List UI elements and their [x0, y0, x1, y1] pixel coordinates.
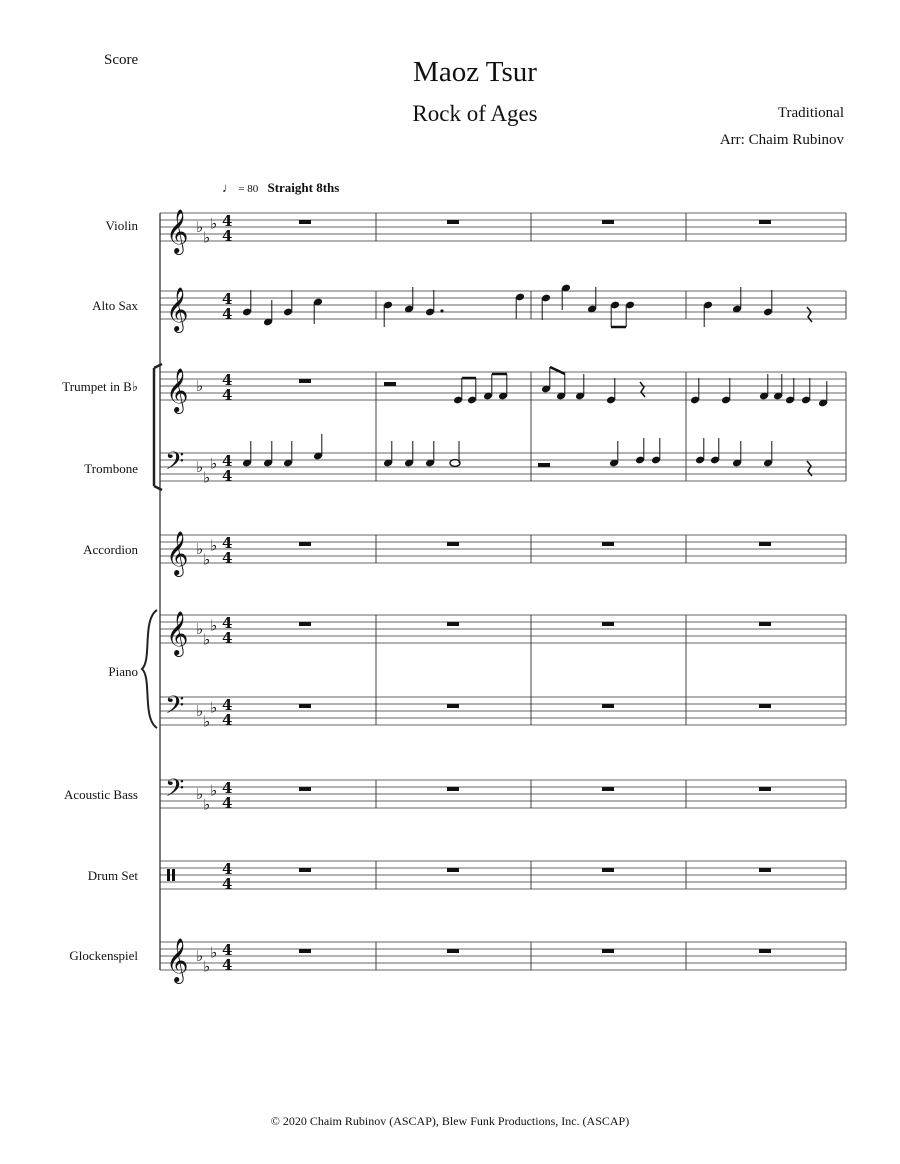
time-signature-top: 4 — [222, 212, 233, 230]
whole-rest — [299, 542, 311, 546]
bass-clef-icon: 𝄢 — [165, 774, 185, 809]
treble-clef-icon: 𝄞 — [166, 209, 189, 253]
time-signature-top: 4 — [222, 614, 233, 632]
time-signature-bottom: 4 — [222, 227, 233, 245]
time-signature-top: 4 — [222, 696, 233, 714]
flat-icon: ♭ — [196, 702, 204, 720]
half-rest — [538, 463, 550, 467]
whole-rest — [447, 949, 459, 953]
flat-icon: ♭ — [196, 540, 204, 558]
instrument-label-trumpet: Trumpet in B♭ — [62, 379, 138, 394]
whole-rest — [447, 704, 459, 708]
time-signature-bottom: 4 — [222, 305, 233, 323]
treble-clef-icon: 𝄞 — [166, 368, 189, 412]
time-signature-top: 4 — [222, 860, 233, 878]
time-signature-bottom: 4 — [222, 794, 233, 812]
whole-rest — [299, 704, 311, 708]
whole-rest — [602, 787, 614, 791]
flat-icon: ♭ — [203, 550, 211, 569]
staff-bracket — [154, 364, 162, 490]
flat-icon: ♭ — [203, 795, 211, 814]
tempo-value: = 80 — [238, 183, 259, 195]
whole-rest — [602, 949, 614, 953]
whole-rest — [299, 220, 311, 224]
whole-rest — [602, 542, 614, 546]
whole-rest — [602, 220, 614, 224]
flat-icon: ♭ — [210, 536, 218, 555]
flat-icon: ♭ — [210, 214, 218, 233]
composer-credit: Traditional — [777, 105, 844, 121]
instrument-label-trombone: Trombone — [84, 461, 138, 476]
quarter-rest — [807, 307, 812, 322]
whole-rest — [299, 949, 311, 953]
time-signature-bottom: 4 — [222, 629, 233, 647]
time-signature-bottom: 4 — [222, 549, 233, 567]
flat-icon: ♭ — [196, 785, 204, 803]
time-signature-top: 4 — [222, 371, 233, 389]
half-rest — [384, 382, 396, 386]
flat-icon: ♭ — [196, 377, 204, 395]
percussion-clef-icon — [167, 869, 170, 881]
flat-icon: ♭ — [196, 218, 204, 236]
instrument-label-piano: Piano — [108, 664, 138, 679]
treble-clef-icon: 𝄞 — [166, 531, 189, 575]
flat-icon: ♭ — [203, 957, 211, 976]
percussion-clef-icon — [172, 869, 175, 881]
instrument-label-drum-set: Drum Set — [87, 868, 138, 883]
piece-title: Maoz Tsur — [413, 56, 537, 88]
bass-clef-icon: 𝄢 — [165, 691, 185, 726]
treble-clef-icon: 𝄞 — [166, 938, 189, 982]
bass-clef-icon: 𝄢 — [165, 447, 185, 482]
flat-icon: ♭ — [203, 630, 211, 649]
whole-rest — [602, 622, 614, 626]
whole-rest — [299, 379, 311, 383]
time-signature-bottom: 4 — [222, 711, 233, 729]
whole-rest — [759, 949, 771, 953]
flat-icon: ♭ — [210, 698, 218, 717]
whole-rest — [299, 868, 311, 872]
flat-icon: ♭ — [210, 781, 218, 800]
flat-icon: ♭ — [196, 620, 204, 638]
instrument-label-alto-sax: Alto Sax — [92, 298, 138, 313]
instrument-label-violin: Violin — [105, 218, 138, 233]
time-signature-top: 4 — [222, 290, 233, 308]
whole-rest — [447, 622, 459, 626]
piano-brace — [142, 610, 157, 728]
time-signature-top: 4 — [222, 452, 233, 470]
time-signature-bottom: 4 — [222, 386, 233, 404]
piece-subtitle: Rock of Ages — [412, 101, 538, 126]
time-signature-top: 4 — [222, 941, 233, 959]
time-signature-bottom: 4 — [222, 467, 233, 485]
whole-rest — [602, 868, 614, 872]
whole-rest — [602, 704, 614, 708]
flat-icon: ♭ — [210, 943, 218, 962]
dot — [440, 309, 443, 312]
whole-rest — [759, 868, 771, 872]
flat-icon: ♭ — [196, 458, 204, 476]
time-signature-top: 4 — [222, 534, 233, 552]
whole-rest — [447, 542, 459, 546]
flat-icon: ♭ — [210, 454, 218, 473]
instrument-label-acoustic-bass: Acoustic Bass — [63, 787, 138, 802]
copyright-notice: © 2020 Chaim Rubinov (ASCAP), Blew Funk Productions, Inc. (ASCAP) — [270, 1114, 630, 1128]
whole-rest — [759, 787, 771, 791]
treble-clef-icon: 𝄞 — [166, 611, 189, 655]
time-signature-bottom: 4 — [222, 956, 233, 974]
flat-icon: ♭ — [203, 228, 211, 247]
whole-rest — [759, 542, 771, 546]
whole-rest — [759, 704, 771, 708]
time-signature-top: 4 — [222, 779, 233, 797]
whole-rest — [447, 220, 459, 224]
beam — [550, 367, 565, 374]
time-signature-bottom: 4 — [222, 875, 233, 893]
whole-rest — [299, 622, 311, 626]
instrument-label-accordion: Accordion — [83, 542, 138, 557]
instrument-label-glockenspiel: Glockenspiel — [69, 948, 138, 963]
quarter-rest — [640, 382, 645, 397]
tempo-style: Straight 8ths — [267, 180, 340, 195]
flat-icon: ♭ — [196, 947, 204, 965]
flat-icon: ♭ — [203, 712, 211, 731]
score-label: Score — [104, 52, 139, 68]
whole-rest — [447, 787, 459, 791]
whole-rest — [759, 622, 771, 626]
quarter-note-icon: ♩ — [222, 180, 235, 195]
treble-clef-icon: 𝄞 — [166, 287, 189, 331]
whole-rest — [447, 868, 459, 872]
whole-rest — [759, 220, 771, 224]
arranger-credit: Arr: Chaim Rubinov — [719, 132, 844, 148]
flat-icon: ♭ — [210, 616, 218, 635]
flat-icon: ♭ — [203, 468, 211, 487]
whole-rest — [299, 787, 311, 791]
